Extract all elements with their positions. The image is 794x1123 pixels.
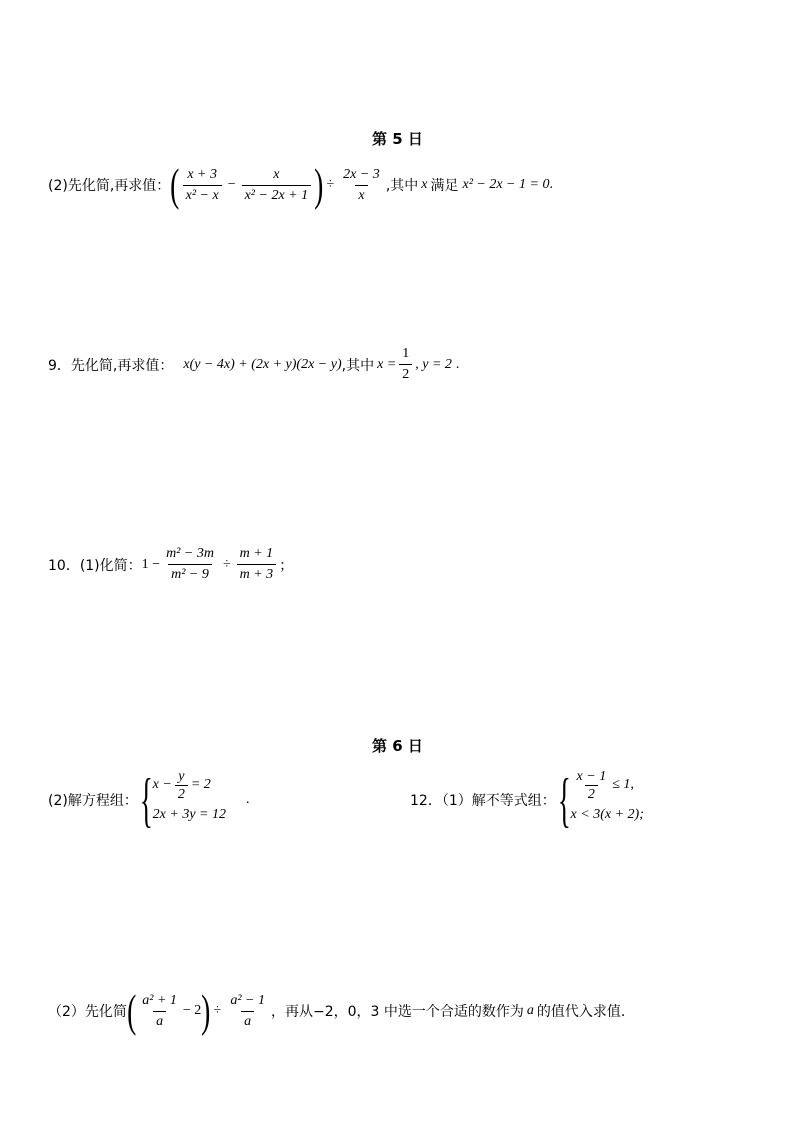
text: ，再从−2，0，3 中选一个合适的数作为 xyxy=(270,1004,524,1020)
period: . xyxy=(549,177,553,192)
fraction xyxy=(340,167,383,204)
text: ,其中 xyxy=(385,178,419,194)
lead-term: 1 − xyxy=(141,556,161,572)
variable: x xyxy=(421,177,428,192)
fraction xyxy=(175,770,188,801)
expression: x(y − 4x) + (2x + y)(2x − y) xyxy=(183,356,342,372)
numerator: y xyxy=(178,768,185,784)
denominator: x xyxy=(355,185,367,204)
brace: { xyxy=(139,767,153,833)
question-label: 10．(1)化简： xyxy=(48,557,142,574)
numerator: x − 1 xyxy=(576,768,607,784)
day5-heading: 第 5 日 xyxy=(372,130,423,148)
period: . xyxy=(245,792,250,807)
right-paren: ) xyxy=(201,985,211,1036)
equation-system xyxy=(138,767,226,833)
y-equals: , y = 2 xyxy=(415,356,452,372)
numerator: 2x − 3 xyxy=(343,166,380,182)
fraction xyxy=(183,167,222,204)
day6-heading: 第 6 日 xyxy=(372,737,423,755)
denominator: a xyxy=(153,1011,166,1030)
operator: ÷ xyxy=(222,556,231,572)
brace: { xyxy=(557,767,571,833)
term: = 2 xyxy=(190,777,211,792)
left-paren: ( xyxy=(170,159,180,210)
denominator: 2 xyxy=(175,785,188,801)
numerator: m² − 3m xyxy=(166,546,214,561)
operator: ÷ xyxy=(326,177,335,192)
denominator: m² − 9 xyxy=(168,564,212,583)
question-10-1 xyxy=(48,546,293,583)
text: 满足 xyxy=(430,178,459,194)
system-row xyxy=(571,770,644,800)
system-rows xyxy=(153,770,226,830)
system-row xyxy=(153,770,226,800)
variable: a xyxy=(526,1003,534,1018)
operator: ÷ xyxy=(213,1003,222,1018)
numerator: 1 xyxy=(402,346,410,361)
denominator: 2 xyxy=(399,364,412,383)
fraction xyxy=(163,546,217,583)
denominator: 2 xyxy=(585,785,598,801)
denominator: a xyxy=(241,1011,254,1030)
question-11-2 xyxy=(48,767,250,833)
system-row: x < 3(x + 2); xyxy=(570,807,644,822)
term: x − xyxy=(152,777,172,792)
question-label: 12．（1）解不等式组： xyxy=(410,793,556,809)
question-label: （2）先化简 xyxy=(48,1004,127,1020)
right-paren: ) xyxy=(314,159,324,210)
question-label: (2)先化简,再求值： xyxy=(48,178,171,194)
period: . xyxy=(455,356,460,372)
semicolon: ； xyxy=(279,557,294,574)
fraction xyxy=(399,346,412,383)
denominator: x² − x xyxy=(183,185,222,204)
question-8-2 xyxy=(48,159,553,210)
numerator: x + 3 xyxy=(187,166,217,182)
left-paren: ( xyxy=(126,985,137,1036)
question-9 xyxy=(48,346,459,383)
question-label: (2)解方程组： xyxy=(48,793,138,809)
term: ≤ 1, xyxy=(612,777,634,792)
fraction xyxy=(574,770,610,801)
inequality-system xyxy=(556,767,644,833)
question-label: 9．先化简,再求值： xyxy=(48,357,174,374)
x-equals: x = xyxy=(377,356,397,372)
fraction xyxy=(227,993,268,1030)
fraction xyxy=(242,167,312,204)
operator: − xyxy=(227,177,236,192)
denominator: x² − 2x + 1 xyxy=(242,185,312,204)
numerator: a² − 1 xyxy=(230,992,265,1008)
denominator: m + 3 xyxy=(237,564,277,583)
numerator: m + 1 xyxy=(239,546,274,561)
fraction xyxy=(237,546,277,583)
numerator: a² + 1 xyxy=(142,992,177,1008)
fraction xyxy=(139,993,180,1030)
term: − 2 xyxy=(182,1003,202,1018)
text: ,其中 xyxy=(341,357,375,374)
numerator: x xyxy=(273,166,280,182)
text: 的值代入求值. xyxy=(536,1004,626,1020)
question-12-2 xyxy=(48,985,626,1036)
question-12-1 xyxy=(410,767,644,833)
system-rows xyxy=(571,770,644,830)
condition-equation: x² − 2x − 1 = 0 xyxy=(462,177,550,192)
system-row: 2x + 3y = 12 xyxy=(152,807,226,822)
